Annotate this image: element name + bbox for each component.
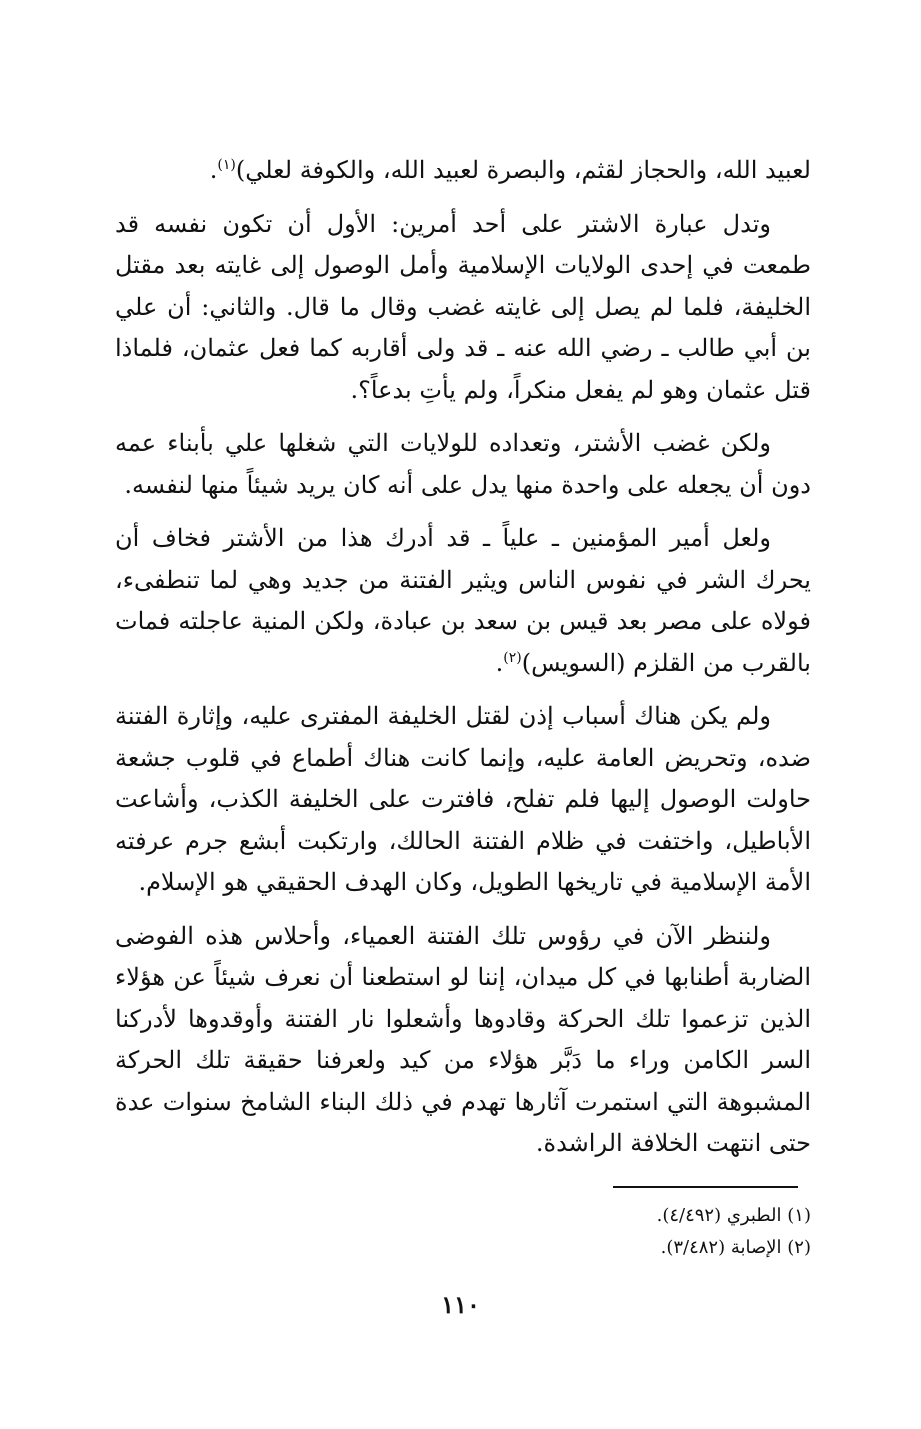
paragraph-4-tail: . xyxy=(495,648,504,677)
paragraph-1-text: لعبيد الله، والحجاز لقثم، والبصرة لعبيد الله، والكوفة لعلي) xyxy=(235,156,811,184)
paragraph-1-tail: . xyxy=(209,156,218,184)
paragraph-6: ولننظر الآن في رؤوس تلك الفتنة العمياء، وأحلاس هذه الفوضى الضاربة أطنابها في كل ميدان، إننا لو استطعنا أن نعرف شيئاً عن هؤلاء الذين تزعموا تلك الحركة وقادوها وأشعلوا نار الفتنة وأوقدوها لأدركنا السر الكامن وراء ما دَبَّر هؤلاء من كيد ولعرفنا حقيقة تلك الحركة المشبوهة التي استمرت آثارها تهدم في ذلك البناء الشامخ سنوات عدة حتى انتهت الخلافة الراشدة. xyxy=(115,921,811,1157)
paragraph-4-text: ولعل أمير المؤمنين ـ علياً ـ قد أدرك هذا من الأشتر فخاف أن يحرك الشر في نفوس الناس ويثير الفتنة من جديد وهي لما تنطفىء، فولاه على مصر بعد قيس بن سعد بن عبادة، ولكن المنية عاجلته فمات بالقرب من القلزم (السويس) xyxy=(115,524,811,677)
paragraph-3: ولكن غضب الأشتر، وتعداده للولايات التي شغلها علي بأبناء عمه دون أن يجعله على واحدة منها يدل على أنه كان يريد شيئاً منها لنفسه. xyxy=(115,429,811,499)
paragraph-2: وتدل عبارة الاشتر على أحد أمرين: الأول أن تكون نفسه قد طمعت في إحدى الولايات الإسلامية وأمل الوصول إلى غايته بعد مقتل الخليفة، فلما لم يصل إلى غايته غضب وقال ما قال. والثاني: أن علي بن أبي طالب ـ رضي الله عنه ـ قد ولى أقاربه كما فعل عثمان، فلماذا قتل عثمان وهو لم يفعل منكراً، ولم يأتِ بدعاً؟. xyxy=(115,209,811,404)
paragraph-5: ولم يكن هناك أسباب إذن لقتل الخليفة المفترى عليه، وإثارة الفتنة ضده، وتحريض العامة عليه، وإنما كانت هناك أطماع في قلوب جشعة حاولت الوصول إليها فلم تفلح، فافترت على الخليفة الكذب، وأشاعت الأباطيل، واختفت في ظلام الفتنة الحالك، وارتكبت أبشع جرم عرفته الأمة الإسلامية في تاريخها الطويل، وكان الهدف الحقيقي هو الإسلام. xyxy=(115,702,812,896)
footnote-ref-2: (٢) xyxy=(503,649,522,666)
footnote-divider xyxy=(613,1186,798,1188)
footnote-1: (١) الطبري (٤/٤٩٢). xyxy=(656,1205,811,1226)
paragraph-1 xyxy=(115,150,811,192)
footnote-ref-1: (١) xyxy=(217,157,236,173)
page-body xyxy=(115,150,811,1177)
paragraph-4 xyxy=(115,518,811,684)
page-number: ١١٠ xyxy=(441,1290,480,1319)
footnotes xyxy=(657,1200,811,1264)
footnote-2: (٢) الإصابة (٣/٤٨٢). xyxy=(660,1237,811,1258)
